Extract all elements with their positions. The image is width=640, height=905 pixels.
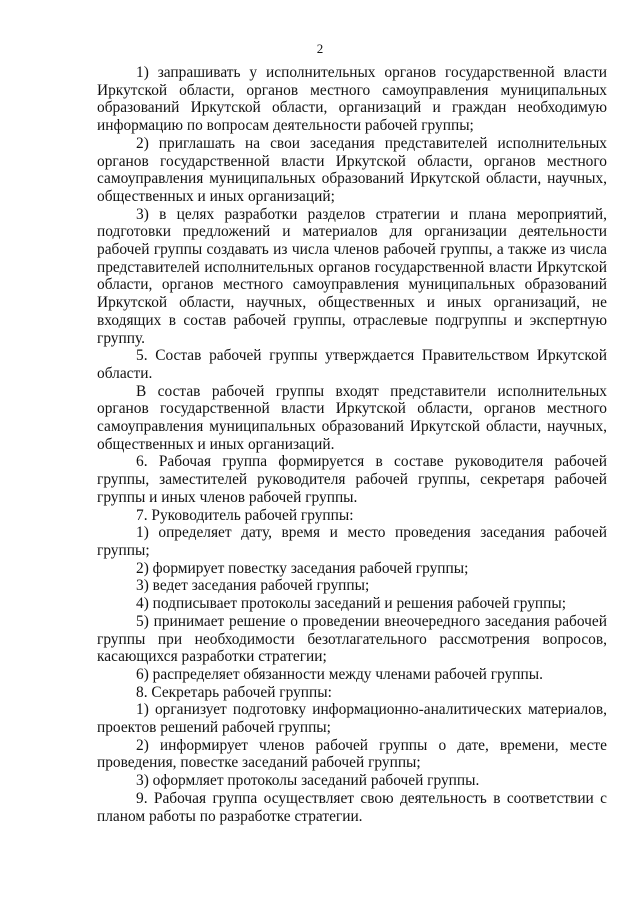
paragraph-section-5: 5. Состав рабочей группы утверждается Правительством Иркутской области. — [97, 347, 607, 382]
paragraph-clause-3-subgroups: 3) в целях разработки разделов стратегии и плана мероприятий, подготовки предложений и материалов для организации деятельности рабочей группы создавать из числа членов рабочей группы, а также из числа представителей исполнительных органов государственной власти Иркутской области, органов местного самоуправления муниципальных образований Иркутской области, научных, общественных и иных организаций, не входящих в состав рабочей группы, отраслевые подгруппы и экспертную группу. — [97, 205, 607, 347]
paragraph-section-9: 9. Рабочая группа осуществляет свою деятельность в соответствии с планом работы по разработке стратегии. — [97, 789, 607, 825]
page-number: 2 — [316, 41, 324, 56]
paragraph-section-7-heading: 7. Руководитель рабочей группы: — [136, 506, 354, 524]
paragraph-secretary-duty-2: 2) информирует членов рабочей группы о дате, времени, месте проведения, повестке заседаний рабочей группы; — [97, 736, 607, 772]
paragraph-section-8-heading: 8. Секретарь рабочей группы: — [136, 683, 332, 701]
paragraph-clause-2-invite: 2) приглашать на свои заседания представителей исполнительных органов государственной власти Иркутской области, органов местного самоуправления муниципальных образований Иркутской области, научных, общественных и иных организаций; — [97, 134, 607, 205]
paragraph-leader-duty-3: 3) ведет заседания рабочей группы; — [136, 577, 370, 595]
paragraph-leader-duty-5: 5) принимает решение о проведении внеочередного заседания рабочей группы при необходимости безотлагательного рассмотрения вопросов, касающихся разработки стратегии; — [97, 612, 607, 666]
paragraph-group-composition: В состав рабочей группы входят представители исполнительных органов государственной власти Иркутской области, органов местного самоуправления муниципальных образований Иркутской области, научных, общественных и иных организаций. — [97, 382, 607, 453]
paragraph-clause-1-request-info: 1) запрашивать у исполнительных органов государственной власти Иркутской области, органов местного самоуправления муниципальных образований Иркутской области, организаций и граждан необходимую информацию по вопросам деятельности рабочей группы; — [97, 64, 607, 135]
paragraph-leader-duty-1: 1) определяет дату, время и место проведения заседания рабочей группы; — [97, 524, 607, 559]
paragraph-leader-duty-6: 6) распределяет обязанности между членами рабочей группы. — [136, 665, 543, 683]
paragraph-leader-duty-4: 4) подписывает протоколы заседаний и решения рабочей группы; — [136, 595, 566, 613]
paragraph-leader-duty-2: 2) формирует повестку заседания рабочей группы; — [136, 559, 469, 577]
paragraph-secretary-duty-3: 3) оформляет протоколы заседаний рабочей группы. — [136, 772, 480, 790]
paragraph-secretary-duty-1: 1) организует подготовку информационно-аналитических материалов, проектов решений рабочей группы; — [97, 701, 607, 737]
paragraph-section-6: 6. Рабочая группа формируется в составе руководителя рабочей группы, заместителей руководителя рабочей группы, секретаря рабочей группы и иных членов рабочей группы. — [97, 453, 607, 506]
document-body — [97, 64, 607, 825]
